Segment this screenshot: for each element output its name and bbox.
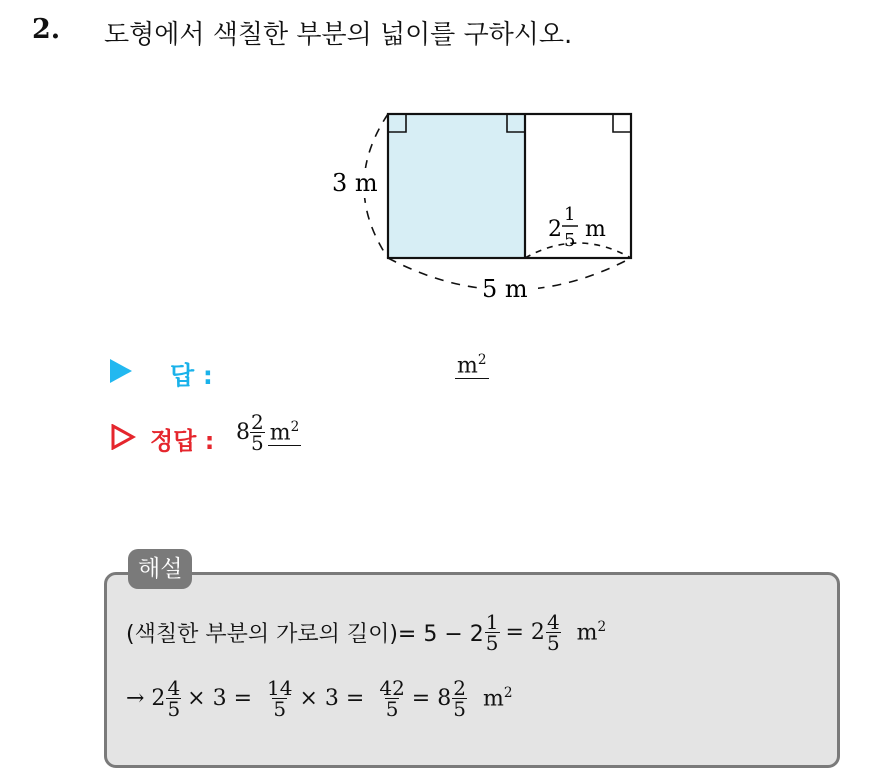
frac-num: 4 <box>167 676 181 700</box>
height-label: 3 m <box>332 169 378 197</box>
correct-den: 5 <box>251 431 264 455</box>
correct-label: 정답 : <box>150 427 215 455</box>
correct-unit-base: m <box>269 420 291 446</box>
answer-unit[interactable] <box>455 352 489 379</box>
solution-line-1-unit <box>577 619 607 645</box>
shaded-rectangle <box>388 114 525 258</box>
answer-unit-exp: 2 <box>477 352 487 368</box>
frac-num: 42 <box>379 676 405 700</box>
solution-line-2-frac-2 <box>266 678 293 719</box>
answer-marker-icon <box>110 359 132 383</box>
solution-box <box>104 572 840 768</box>
small-width-whole: 2 <box>548 217 562 242</box>
frac-den: 5 <box>385 697 399 721</box>
solution-line-2-unit <box>483 685 513 711</box>
unit-exp: 2 <box>503 685 513 702</box>
solution-line-1-mid: = 2 <box>505 620 545 645</box>
frac-den: 5 <box>546 631 560 655</box>
unit-exp: 2 <box>597 619 607 636</box>
solution-line-2-frac-3 <box>378 678 405 719</box>
correct-unit <box>268 419 302 446</box>
solution-tag: 해설 <box>128 549 192 589</box>
correct-whole: 8 <box>236 420 250 445</box>
unit-base: m <box>576 620 598 646</box>
frac-den: 5 <box>167 697 181 721</box>
small-width-num: 1 <box>564 204 576 225</box>
solution-line-1-frac-2 <box>546 612 561 653</box>
solution-line-2-times-1: × 3 = <box>187 686 253 711</box>
width-label: 5 m <box>482 275 528 303</box>
answer-unit-base: m <box>457 353 478 379</box>
correct-num: 2 <box>251 410 264 434</box>
frac-den: 5 <box>453 697 466 721</box>
figure-diagram <box>320 100 660 310</box>
solution-line-2 <box>126 678 513 719</box>
question-number: 2. <box>32 14 61 45</box>
frac-den: 5 <box>485 631 499 655</box>
frac-den: 5 <box>273 697 287 721</box>
right-angle-mark <box>613 114 631 132</box>
correct-fraction <box>250 412 265 453</box>
solution-line-2-frac-4 <box>452 678 467 719</box>
frac-num: 2 <box>453 676 466 700</box>
small-width-den: 5 <box>564 230 576 251</box>
unit-base: m <box>482 686 504 712</box>
small-width-unit: m <box>585 217 606 242</box>
frac-num: 4 <box>546 610 560 634</box>
solution-line-1-prefix: (색칠한 부분의 가로의 길이)= 5 − 2 <box>126 622 484 647</box>
correct-unit-exp: 2 <box>290 418 300 435</box>
frac-num: 1 <box>485 610 499 634</box>
correct-value <box>236 412 301 453</box>
solution-line-2-eq: = 8 <box>411 686 452 711</box>
solution-line-1 <box>126 612 606 653</box>
solution-line-2-frac-1 <box>166 678 181 719</box>
question-text: 도형에서 색칠한 부분의 넓이를 구하시오. <box>104 20 573 50</box>
correct-marker-icon <box>110 424 136 450</box>
solution-line-1-frac-1 <box>485 612 500 653</box>
answer-label: 답 : <box>170 361 213 390</box>
solution-line-2-arrow: → 2 <box>126 686 166 711</box>
small-width-label <box>548 204 606 251</box>
small-width-dim-arc <box>525 243 631 258</box>
frac-num: 14 <box>267 676 293 700</box>
solution-line-2-times-2: × 3 = <box>299 686 365 711</box>
